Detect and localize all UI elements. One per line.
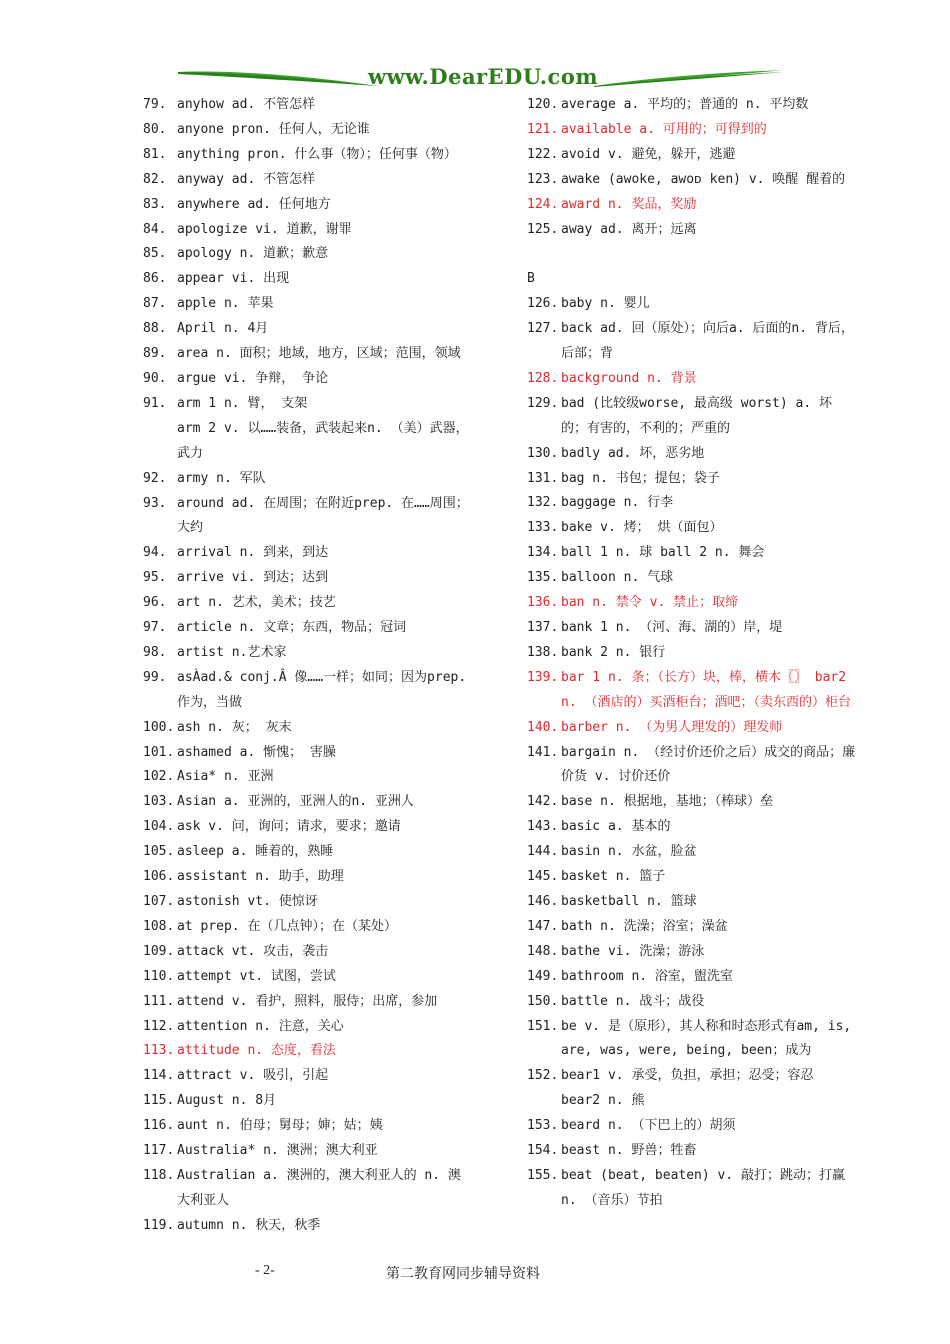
entry-number: 113. xyxy=(143,1043,175,1059)
entry-text: attempt vt. 试图，尝试 xyxy=(177,968,336,984)
entry-number: 79. xyxy=(143,97,167,112)
vocab-entry xyxy=(527,915,857,940)
entry-number xyxy=(143,417,177,467)
entry-text: bank 2 n. 银行 xyxy=(561,644,666,660)
blank-line xyxy=(527,242,857,267)
entry-text: apple n. 苹果 xyxy=(177,296,274,312)
entry-number: 84. xyxy=(143,221,167,237)
entry-text: ash n. 灰； 灰末 xyxy=(177,719,292,735)
entry-text: arrival n. 到来，到达 xyxy=(177,545,329,561)
entry-text: April n. 4月 xyxy=(177,321,269,337)
entry-number: 85. xyxy=(143,246,167,262)
entry-text: beast n. 野兽；牲畜 xyxy=(561,1143,697,1159)
vocab-entry xyxy=(143,1015,473,1040)
entry-text: apologize vi. 道歉，谢罪 xyxy=(177,221,352,237)
vocab-entry xyxy=(143,342,473,367)
entry-text: arrive vi. 到达；达到 xyxy=(177,570,329,586)
vocab-entry xyxy=(143,492,473,542)
entry-text: arm 1 n. 臂， 支架 xyxy=(177,395,308,411)
vocab-entry xyxy=(143,541,473,566)
entry-text: avoid v. 避免，躲开，逃避 xyxy=(561,146,736,162)
entry-number: 154. xyxy=(527,1143,559,1159)
entry-text: army n. 军队 xyxy=(177,470,266,486)
entry-number: 153. xyxy=(527,1118,559,1134)
site-title: www.DearEDU.com xyxy=(367,64,599,89)
entry-number: 107. xyxy=(143,894,175,909)
entry-text: basket n. 篮子 xyxy=(561,869,666,885)
entry-number: 144. xyxy=(527,844,559,860)
entry-text: bargain n. （经讨价还价之后）成交的商品；廉价货 v. 讨价还价 xyxy=(561,744,856,785)
entry-number: 110. xyxy=(143,968,175,984)
vocab-entry xyxy=(527,143,857,168)
entry-number: 151. xyxy=(527,1018,559,1034)
entry-text: asleep a. 睡着的，熟睡 xyxy=(177,844,334,860)
entry-text: beard n. （下巴上的）胡须 xyxy=(561,1118,736,1134)
vocab-entry xyxy=(143,1164,473,1214)
vocab-entry xyxy=(527,990,857,1015)
entry-number: B xyxy=(527,271,535,287)
vocab-entry xyxy=(143,1089,473,1114)
vocab-entry xyxy=(143,1214,473,1239)
entry-number: 112. xyxy=(143,1018,175,1034)
vocab-entry xyxy=(143,641,473,666)
entry-text: at prep. 在（几点钟）；在（某处） xyxy=(177,918,397,934)
entry-text: asÀad.& conj.Â 像……一样；如同；因为prep. 作为，当做 xyxy=(177,669,467,710)
entry-text: bar 1 n. 条；（长方）块，棒，横木〖〗 bar2 n. （酒店的）买酒柜台；酒吧；（卖东西的）柜台 xyxy=(561,669,851,710)
entry-number: 146. xyxy=(527,893,559,909)
entry-number: 103. xyxy=(143,794,175,810)
entry-number: 128. xyxy=(527,370,559,386)
entry-number: 108. xyxy=(143,918,175,934)
entry-number: 95. xyxy=(143,570,167,586)
vocab-entry xyxy=(527,442,857,467)
entry-text: bear1 v. 承受，负担，承担；忍受；容忍 bear2 n. 熊 xyxy=(561,1068,814,1109)
entry-text: anyone pron. 任何人，无论谁 xyxy=(177,121,370,137)
entry-text: baggage n. 行李 xyxy=(561,495,674,511)
vocab-entry xyxy=(143,815,473,840)
vocab-entry xyxy=(143,616,473,641)
vocab-entry xyxy=(143,143,473,168)
entry-text: awake (awoke, awoᴅ ken) v. 唤醒 醒着的 xyxy=(561,171,846,187)
entry-text: article n. 文章；东西，物品；冠词 xyxy=(177,620,407,636)
entry-number: 139. xyxy=(527,669,559,685)
entry-text: bad (比较级worse, 最高级 worst) a. 坏的；有害的，不利的；严重的 xyxy=(561,395,833,436)
entry-number: 82. xyxy=(143,171,167,187)
entry-number: 135. xyxy=(527,570,559,586)
entry-number: 124. xyxy=(527,196,559,212)
vocab-entry xyxy=(527,1139,857,1164)
vocab-entry xyxy=(143,865,473,890)
vocab-entry xyxy=(527,965,857,990)
entry-text: back ad. 回（原处）；向后a. 后面的n. 背后，后部；背 xyxy=(561,321,854,362)
entry-number: 114. xyxy=(143,1068,175,1084)
entry-text: available a. 可用的；可得到的 xyxy=(561,121,767,137)
entry-number: 140. xyxy=(527,719,559,735)
entry-text: Asia* n. 亚洲 xyxy=(177,769,274,785)
entry-number: 121. xyxy=(527,121,559,137)
entry-number: 126. xyxy=(527,296,559,312)
entry-text: Australia* n. 澳洲；澳大利亚 xyxy=(177,1143,378,1159)
vocab-entry xyxy=(143,242,473,267)
entry-number: 136. xyxy=(527,595,559,611)
entry-text: basketball n. 篮球 xyxy=(561,893,697,909)
entry-text: beat (beat, beaten) v. 敲打；跳动；打赢 n. （音乐）节拍 xyxy=(561,1167,846,1208)
vocab-entry xyxy=(143,716,473,741)
entry-text: astonish vt. 使惊讶 xyxy=(177,894,318,909)
entry-number: 141. xyxy=(527,744,559,760)
entry-text: away ad. 离开；远离 xyxy=(561,221,697,237)
vocab-entry xyxy=(143,1039,473,1064)
entry-text: average a. 平均的；普通的 n. 平均数 xyxy=(561,97,809,112)
entry-text: badly ad. 坏，恶劣地 xyxy=(561,445,705,461)
vocab-entry xyxy=(143,1064,473,1089)
entry-text: battle n. 战斗；战役 xyxy=(561,993,705,1009)
vocab-entry xyxy=(527,940,857,965)
entry-number: 117. xyxy=(143,1143,175,1159)
entry-number: 143. xyxy=(527,819,559,835)
entry-number: 102. xyxy=(143,769,175,785)
entry-text: bathe vi. 洗澡；游泳 xyxy=(561,943,705,959)
vocab-entry xyxy=(143,467,473,492)
vocab-entry xyxy=(527,193,857,218)
entry-number: 111. xyxy=(143,993,175,1009)
vocab-entry xyxy=(527,491,857,516)
vocab-entry xyxy=(143,965,473,990)
entry-text: background n. 背景 xyxy=(561,370,697,386)
entry-number: 87. xyxy=(143,296,167,312)
vocab-entry xyxy=(527,790,857,815)
entry-number: 152. xyxy=(527,1068,559,1084)
entry-number: 118. xyxy=(143,1167,175,1183)
vocab-entry xyxy=(143,741,473,766)
entry-text: bath n. 洗澡；浴室；澡盆 xyxy=(561,918,728,934)
entry-number: 98. xyxy=(143,644,167,660)
entry-number: 127. xyxy=(527,321,559,337)
vocab-entry xyxy=(527,716,857,741)
vocab-entry xyxy=(527,317,857,367)
entry-text: Australian a. 澳洲的，澳大利亚人的 n. 澳大利亚人 xyxy=(177,1167,461,1208)
entry-number: 123. xyxy=(527,171,559,187)
site-header xyxy=(178,62,784,96)
vocab-entry xyxy=(143,1139,473,1164)
vocab-entry xyxy=(143,1114,473,1139)
vocab-entry xyxy=(143,392,473,417)
entry-number: 83. xyxy=(143,196,167,212)
entry-text: balloon n. 气球 xyxy=(561,570,674,586)
entry-text: bag n. 书包；提包；袋子 xyxy=(561,470,720,486)
entry-number: 90. xyxy=(143,370,167,386)
entry-text: Asian a. 亚洲的，亚洲人的n. 亚洲人 xyxy=(177,794,414,810)
vocab-entry xyxy=(527,467,857,492)
entry-number: 155. xyxy=(527,1167,559,1183)
entry-text: attract v. 吸引，引起 xyxy=(177,1068,329,1084)
entry-number: 132. xyxy=(527,495,559,511)
vocab-entry xyxy=(143,890,473,915)
vocab-entry xyxy=(143,417,473,467)
entry-number: 88. xyxy=(143,321,167,337)
entry-number: 133. xyxy=(527,520,559,536)
entry-number: 106. xyxy=(143,869,175,885)
entry-text: appear vi. 出现 xyxy=(177,271,290,287)
vocab-entry xyxy=(143,93,473,118)
entry-number: 130. xyxy=(527,445,559,461)
entry-number: 125. xyxy=(527,221,559,237)
entry-number: 122. xyxy=(527,146,559,162)
entry-number: 137. xyxy=(527,620,559,636)
entry-text: ask v. 问，询问；请求，要求；邀请 xyxy=(177,819,401,835)
left-swoosh-decoration xyxy=(178,62,378,96)
entry-number: 92. xyxy=(143,470,167,486)
entry-text: assistant n. 助手，助理 xyxy=(177,869,344,885)
entry-number: 89. xyxy=(143,346,167,362)
entry-number: 81. xyxy=(143,146,167,162)
vocab-entry xyxy=(527,93,857,118)
entry-text: attitude n. 态度，看法 xyxy=(177,1043,336,1059)
entry-text: apology n. 道歉；歉意 xyxy=(177,246,329,262)
vocab-entry xyxy=(527,1015,857,1065)
vocab-entry xyxy=(527,865,857,890)
entry-number: 94. xyxy=(143,545,167,561)
entry-number: 145. xyxy=(527,869,559,885)
entry-text: attention n. 注意，关心 xyxy=(177,1018,344,1034)
entry-text: attack vt. 攻击，袭击 xyxy=(177,943,329,959)
footer-caption: 第二教育网同步辅导资料 xyxy=(386,1266,540,1282)
vocab-entry xyxy=(527,890,857,915)
entry-number: 147. xyxy=(527,918,559,934)
vocab-entry xyxy=(143,292,473,317)
vocab-entry xyxy=(527,840,857,865)
vocab-entry xyxy=(143,168,473,193)
entry-number: 109. xyxy=(143,943,175,959)
vocab-entry xyxy=(143,193,473,218)
entry-text: barber n. （为男人理发的）理发师 xyxy=(561,719,783,735)
vocab-entry xyxy=(143,915,473,940)
entry-number: 142. xyxy=(527,794,559,810)
entry-text: ban n. 禁令 v. 禁止；取缔 xyxy=(561,595,739,611)
entry-text: aunt n. 伯母；舅母；婶；姑；姨 xyxy=(177,1118,383,1134)
entry-text: anything pron. 什么事（物）；任何事（物） xyxy=(177,146,457,162)
page-number: - 2- xyxy=(255,1263,275,1278)
entry-number: 93. xyxy=(143,495,167,511)
entry-number: 99. xyxy=(143,669,167,685)
entry-text: anyway ad. 不管怎样 xyxy=(177,171,316,187)
vocab-entry xyxy=(527,392,857,442)
entry-number: 150. xyxy=(527,993,559,1009)
entry-number: 115. xyxy=(143,1093,175,1109)
vocab-entry xyxy=(143,267,473,292)
right-column xyxy=(527,93,857,1214)
entry-number: 104. xyxy=(143,819,175,835)
entry-number: 101. xyxy=(143,744,175,760)
vocab-entry xyxy=(143,317,473,342)
entry-text: be v. 是（原形），其人称和时态形式有am, is, are, was, were, being, been；成为 xyxy=(561,1018,852,1059)
entry-text: art n. 艺术，美术；技艺 xyxy=(177,595,336,611)
entry-text: arm 2 v. 以……装备，武装起来n. （美）武器，武力 xyxy=(177,420,469,461)
vocab-entry xyxy=(143,940,473,965)
vocab-entry xyxy=(527,666,857,716)
vocab-entry xyxy=(527,118,857,143)
vocab-entry xyxy=(527,591,857,616)
entry-text xyxy=(561,267,857,292)
entry-number: 149. xyxy=(527,968,559,984)
vocab-entry xyxy=(527,1164,857,1214)
entry-text: anywhere ad. 任何地方 xyxy=(177,196,331,212)
entry-text: basic a. 基本的 xyxy=(561,819,671,835)
vocab-entry xyxy=(527,641,857,666)
vocab-entry xyxy=(527,292,857,317)
entry-number: 138. xyxy=(527,644,559,660)
entry-text: bathroom n. 浴室，盥洗室 xyxy=(561,968,733,984)
entry-text: attend v. 看护，照料，服侍；出席，参加 xyxy=(177,993,438,1009)
entry-number: 131. xyxy=(527,470,559,486)
entry-number: 105. xyxy=(143,844,175,860)
entry-text: argue vi. 争辩， 争论 xyxy=(177,370,329,386)
vocab-entry xyxy=(143,218,473,243)
entry-text: autumn n. 秋天，秋季 xyxy=(177,1217,321,1233)
vocab-entry xyxy=(527,218,857,243)
vocab-entry xyxy=(143,990,473,1015)
vocab-entry xyxy=(527,1114,857,1139)
entry-number: 80. xyxy=(143,121,167,137)
left-column xyxy=(143,93,473,1239)
entry-text: base n. 根据地，基地；（棒球）垒 xyxy=(561,794,774,810)
vocab-entry xyxy=(143,118,473,143)
vocab-entry xyxy=(527,616,857,641)
entry-text: award n. 奖品，奖励 xyxy=(561,196,697,212)
entry-text: artist n.艺术家 xyxy=(177,644,287,660)
entry-number: 91. xyxy=(143,395,167,411)
entry-number: 100. xyxy=(143,719,175,735)
entry-number: 97. xyxy=(143,620,167,636)
entry-text: ball 1 n. 球 ball 2 n. 舞会 xyxy=(561,545,765,561)
vocab-entry xyxy=(143,765,473,790)
entry-number: 120. xyxy=(527,97,559,112)
entry-text: baby n. 婴儿 xyxy=(561,296,650,312)
vocab-entry xyxy=(143,666,473,716)
vocab-entry xyxy=(527,741,857,791)
entry-text: basin n. 水盆，脸盆 xyxy=(561,844,697,860)
vocab-entry xyxy=(527,1064,857,1114)
vocab-entry xyxy=(527,815,857,840)
vocab-entry xyxy=(143,591,473,616)
entry-number: 129. xyxy=(527,395,559,411)
vocab-entry xyxy=(143,566,473,591)
entry-number: 148. xyxy=(527,943,559,959)
vocab-entry xyxy=(527,516,857,541)
entry-number: 119. xyxy=(143,1217,175,1233)
entry-number: 116. xyxy=(143,1118,175,1134)
entry-number: 134. xyxy=(527,545,559,561)
vocab-entry xyxy=(527,367,857,392)
vocab-entry xyxy=(143,790,473,815)
section-heading xyxy=(527,267,857,292)
entry-text: August n. 8月 xyxy=(177,1093,277,1109)
entry-number: 86. xyxy=(143,271,167,287)
entry-text: ashamed a. 惭愧； 害臊 xyxy=(177,744,336,760)
vocab-entry xyxy=(527,566,857,591)
vocab-entry xyxy=(527,541,857,566)
entry-text: around ad. 在周围；在附近prep. 在……周围；大约 xyxy=(177,495,469,536)
vocab-entry xyxy=(143,367,473,392)
entry-text: bank 1 n. （河、海、湖的）岸，堤 xyxy=(561,620,783,636)
vocab-entry xyxy=(143,840,473,865)
entry-text: area n. 面积；地域，地方，区域；范围，领域 xyxy=(177,346,461,362)
vocab-entry xyxy=(527,168,857,193)
right-swoosh-decoration xyxy=(594,62,784,96)
entry-text: anyhow ad. 不管怎样 xyxy=(177,97,316,112)
entry-number: 96. xyxy=(143,595,167,611)
entry-text: bake v. 烤； 烘（面包） xyxy=(561,520,723,536)
